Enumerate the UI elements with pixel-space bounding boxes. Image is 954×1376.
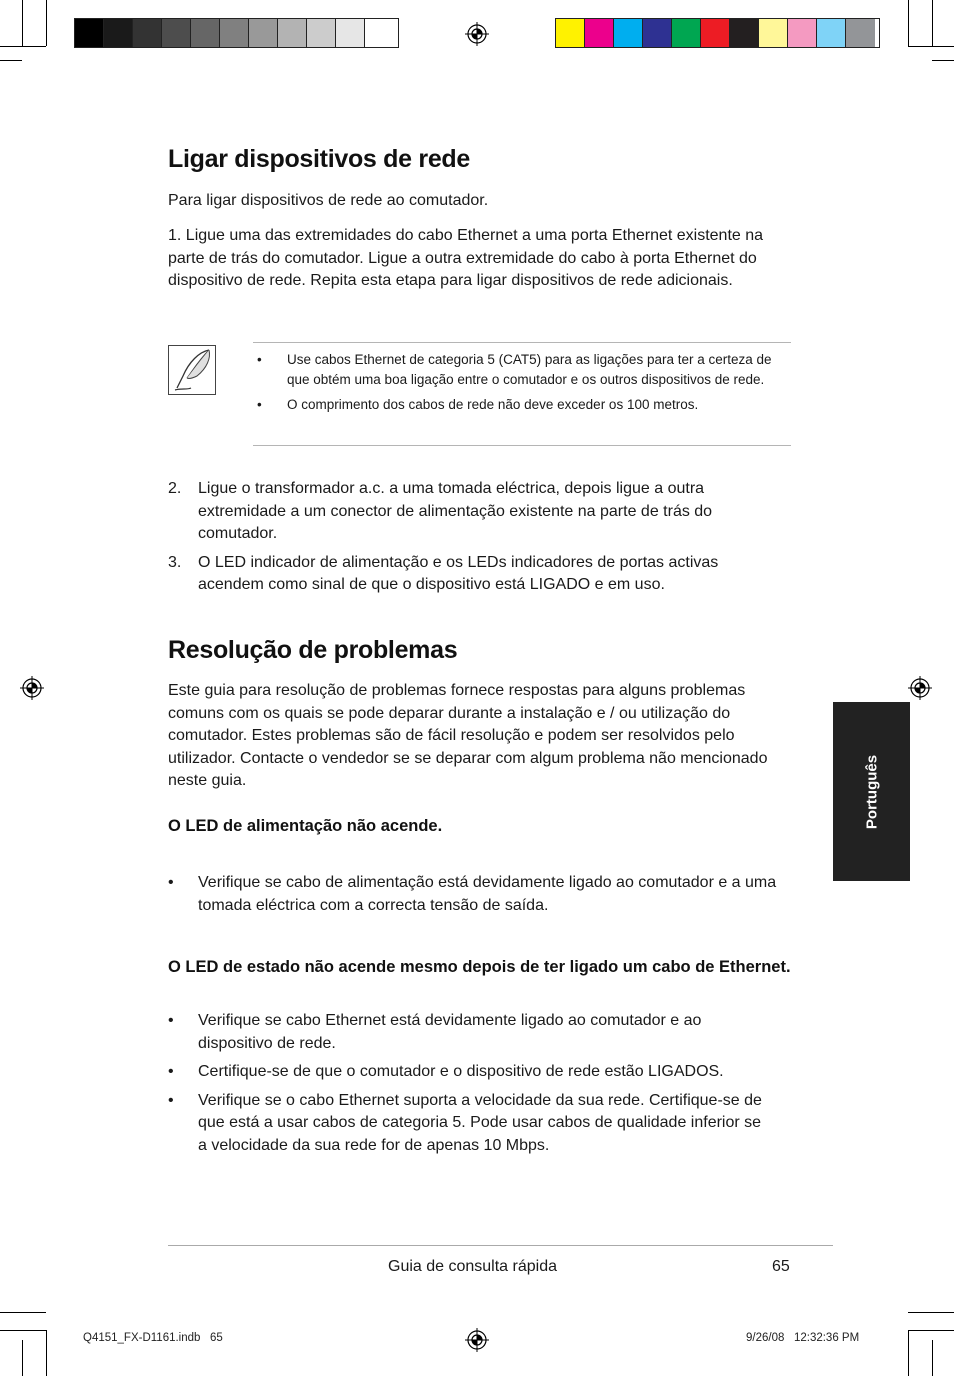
grayscale-color-bar bbox=[74, 18, 399, 48]
note-item bbox=[253, 395, 791, 415]
color-swatch bbox=[759, 19, 788, 47]
color-swatch bbox=[817, 19, 846, 47]
crop-mark bbox=[0, 1330, 46, 1331]
footer-guide-title: Guia de consulta rápida bbox=[388, 1258, 557, 1275]
process-color-bar bbox=[555, 18, 880, 48]
crop-mark bbox=[46, 1330, 47, 1376]
color-swatch bbox=[672, 19, 701, 47]
section2-intro: Este guia para resolução de problemas fornece respostas para alguns problemas comuns com os quais se pode deparar durante a instalação e / ou utilização do comutador. Estes problemas são de fácil resolução e podem ser resolvidos pelo utilizador. Contacte o vendedor se se deparar com algum problema não mencionado neste guia. bbox=[168, 682, 768, 789]
note-list bbox=[253, 350, 791, 420]
problem2-list bbox=[168, 1010, 768, 1163]
language-side-tab bbox=[833, 702, 910, 881]
problem1-text: Verifique se cabo de alimentação está devidamente ligado ao comutador e a uma tomada eléctrica com a correcta tensão de saída. bbox=[198, 874, 777, 914]
crop-mark bbox=[908, 46, 954, 47]
crop-mark bbox=[932, 1340, 933, 1376]
problem2-item bbox=[168, 1061, 768, 1084]
color-swatch bbox=[614, 19, 643, 47]
note-box bbox=[168, 345, 216, 395]
registration-mark-icon bbox=[465, 1328, 489, 1352]
step-text: O LED indicador de alimentação e os LEDs indicadores de portas activas acendem como sinal de que o dispositivo está LIGADO e em uso. bbox=[198, 553, 719, 593]
crop-mark bbox=[932, 60, 954, 61]
section1-step1: 1. Ligue uma das extremidades do cabo Ethernet a uma porta Ethernet existente na parte de trás do comutador. Ligue a outra extremidade do cabo à porta Ethernet do dispositivo de rede. Repita esta etapa para ligar dispositivos de rede adicionais. bbox=[168, 227, 764, 289]
color-swatch bbox=[730, 19, 759, 47]
problem1-item bbox=[168, 872, 788, 917]
gray-swatch bbox=[365, 19, 394, 47]
color-swatch bbox=[701, 19, 730, 47]
gray-swatch bbox=[75, 19, 104, 47]
section-title-ligar: Ligar dispositivos de rede bbox=[168, 145, 471, 173]
crop-mark bbox=[908, 0, 909, 46]
gray-swatch bbox=[336, 19, 365, 47]
step-item bbox=[168, 478, 768, 546]
crop-mark bbox=[908, 1312, 954, 1313]
crop-mark bbox=[0, 1312, 46, 1313]
gray-swatch bbox=[249, 19, 278, 47]
problem2-marker: • bbox=[168, 1012, 174, 1029]
color-swatch bbox=[585, 19, 614, 47]
note-top-rule bbox=[253, 342, 791, 343]
registration-mark-icon bbox=[908, 676, 932, 700]
registration-mark-icon bbox=[465, 22, 489, 46]
gray-swatch bbox=[220, 19, 249, 47]
registration-mark-icon bbox=[20, 676, 44, 700]
step-marker: 3. bbox=[168, 553, 182, 571]
problem1-list bbox=[168, 872, 788, 923]
step-marker: 2. bbox=[168, 480, 182, 497]
note-bottom-rule bbox=[253, 445, 791, 446]
gray-swatch bbox=[191, 19, 220, 47]
note-text: Use cabos Ethernet de categoria 5 (CAT5) para as ligações para ter a certeza de que obtém uma boa ligação entre o comutador e os outros dispositivos de rede. bbox=[287, 352, 772, 387]
step-item bbox=[168, 552, 768, 597]
problem2-item bbox=[168, 1010, 768, 1055]
slug-timestamp: 9/26/08 12:32:36 PM bbox=[746, 1332, 860, 1344]
step-text: Ligue o transformador a.c. a uma tomada eléctrica, depois ligue a outra extremidade a um conector de alimentação existente na parte de trás do comutador. bbox=[198, 480, 713, 542]
problem2-text: Certifique-se de que o comutador e o dispositivo de rede estão LIGADOS. bbox=[198, 1063, 724, 1080]
note-marker: • bbox=[257, 397, 262, 412]
language-label: Português bbox=[863, 754, 880, 829]
crop-mark bbox=[908, 1330, 954, 1331]
note-item bbox=[253, 350, 791, 390]
gray-swatch bbox=[162, 19, 191, 47]
crop-mark bbox=[46, 0, 47, 46]
color-swatch bbox=[556, 19, 585, 47]
problem2-marker: • bbox=[168, 1091, 174, 1109]
gray-swatch bbox=[278, 19, 307, 47]
crop-mark bbox=[0, 60, 22, 61]
crop-mark bbox=[0, 46, 46, 47]
steps-list bbox=[168, 478, 768, 603]
note-marker: • bbox=[257, 352, 262, 367]
section1-intro: Para ligar dispositivos de rede ao comutador. bbox=[168, 192, 489, 209]
crop-mark bbox=[22, 0, 23, 46]
color-swatch bbox=[788, 19, 817, 47]
page-number: 65 bbox=[772, 1258, 790, 1275]
color-swatch bbox=[643, 19, 672, 47]
problem1-heading: O LED de alimentação não acende. bbox=[168, 817, 443, 835]
crop-mark bbox=[22, 1340, 23, 1376]
gray-swatch bbox=[307, 19, 336, 47]
problem2-marker: • bbox=[168, 1063, 174, 1080]
color-swatch bbox=[846, 19, 875, 47]
note-text: O comprimento dos cabos de rede não deve exceder os 100 metros. bbox=[287, 397, 699, 412]
crop-mark bbox=[908, 1330, 909, 1376]
feather-pen-icon bbox=[169, 346, 215, 394]
problem1-marker: • bbox=[168, 874, 174, 891]
problem2-heading: O LED de estado não acende mesmo depois de ter ligado um cabo de Ethernet. bbox=[168, 958, 791, 976]
slug-filename: Q4151_FX-D1161.indb 65 bbox=[83, 1332, 223, 1344]
crop-mark bbox=[932, 0, 933, 46]
gray-swatch bbox=[133, 19, 162, 47]
problem2-item bbox=[168, 1090, 768, 1158]
problem2-text: Verifique se o cabo Ethernet suporta a velocidade da sua rede. Certifique-se de que está a usar cabos de categoria 5. Pode usar cabos de qualidade inferior se a velocidade da sua rede for de apenas 10 Mbps. bbox=[198, 1091, 762, 1154]
footer-rule bbox=[168, 1245, 833, 1246]
gray-swatch bbox=[104, 19, 133, 47]
problem2-text: Verifique se cabo Ethernet está devidamente ligado ao comutador e ao dispositivo de rede. bbox=[198, 1012, 702, 1052]
section-title-resolucao: Resolução de problemas bbox=[168, 636, 458, 664]
